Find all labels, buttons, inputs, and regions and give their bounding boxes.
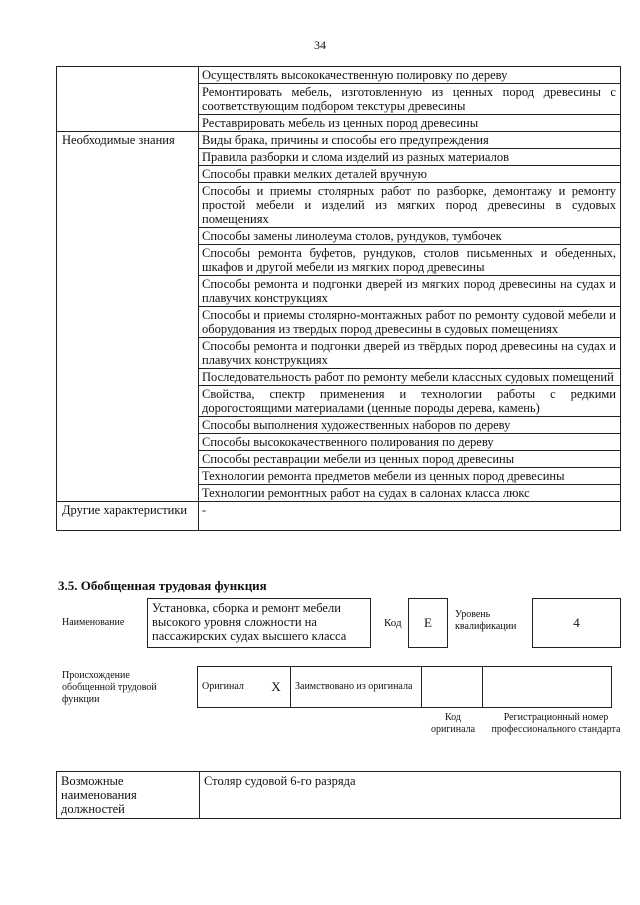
table-cell: Способы выполнения художественных наборов по дереву [199,417,621,434]
job-titles-table [56,771,621,819]
table-cell: Способы и приемы столярных работ по разборке, демонтажу и ремонту простой мебели и изделий из мягких пород древесины в судовых помещениях [199,183,621,228]
table-cell: Способы правки мелких деталей вручную [199,166,621,183]
function-name-field: Установка, сборка и ремонт мебели высокого уровня сложности на пассажирских судах высшего класса [147,598,371,648]
table-cell: Виды брака, причины и способы его предупреждения [199,132,621,149]
job-titles-value: Столяр судовой 6-го разряда [200,772,621,819]
code-label: Код [384,617,402,629]
table-row [57,132,621,149]
table-cell: Способы ремонта и подгонки дверей из твёрдых пород древесины на судах и плавучих конструкциях [199,338,621,369]
table-cell: Реставрировать мебель из ценных пород древесины [199,115,621,132]
original-label: Оригинал [198,667,263,708]
table-cell: Способы ремонта и подгонки дверей из мягких пород древесины на судах и плавучих конструкциях [199,276,621,307]
table-cell: Технологии ремонта предметов мебели из ценных пород древесины [199,468,621,485]
code-field: E [408,598,448,648]
original-code-caption: Код оригинала [430,712,476,735]
table-cell: Способы ремонта буфетов, рундуков, столов письменных и обеденных, шкафов и другой мебели из мягких пород древесины [199,245,621,276]
table-row [57,67,621,84]
table-cell: Способы замены линолеума столов, рундуков, тумбочек [199,228,621,245]
table-cell: Свойства, спектр применения и технологии работы с редкими дорогостоящими материалами (ценные породы дерева, камень) [199,386,621,417]
table-cell: Осуществлять высококачественную полировку по дереву [199,67,621,84]
table-cell: Способы высококачественного полирования по дереву [199,434,621,451]
table-cell: - [199,502,621,531]
registration-number-caption: Регистрационный номер профессионального стандарта [491,712,621,735]
section-title: 3.5. Обобщенная трудовая функция [58,578,267,593]
registration-number-cell [483,667,612,708]
name-label: Наименование [62,617,125,628]
qualification-level-field: 4 [532,598,621,648]
skills-knowledge-table [56,66,621,531]
origin-table [197,666,612,708]
borrowed-label: Заимствовано из оригинала [291,667,422,708]
table-row [57,502,621,531]
knowledge-label: Необходимые знания [57,132,199,502]
empty-label-cell [57,67,199,132]
job-titles-label: Возможные наименования должностей [57,772,200,819]
table-cell: Последовательность работ по ремонту мебели классных судовых помещений [199,369,621,386]
table-cell: Технологии ремонтных работ на судах в салонах класса люкс [199,485,621,502]
table-cell: Ремонтировать мебель, изготовленную из ценных пород древесины с соответствующим подбором текстуры древесины [199,84,621,115]
qualification-level-label: Уровень квалификации [455,609,517,632]
original-mark: X [262,667,291,708]
table-cell: Правила разборки и слома изделий из разных материалов [199,149,621,166]
other-characteristics-label: Другие характеристики [57,502,199,531]
page-number: 34 [314,38,326,52]
table-cell: Способы и приемы столярно-монтажных работ по ремонту судовой мебели и оборудования из твердых пород древесины в судовых помещениях [199,307,621,338]
table-cell: Способы реставрации мебели из ценных пород древесины [199,451,621,468]
origin-label: Происхождение обобщенной трудовой функции [62,670,157,705]
original-code-cell [422,667,483,708]
